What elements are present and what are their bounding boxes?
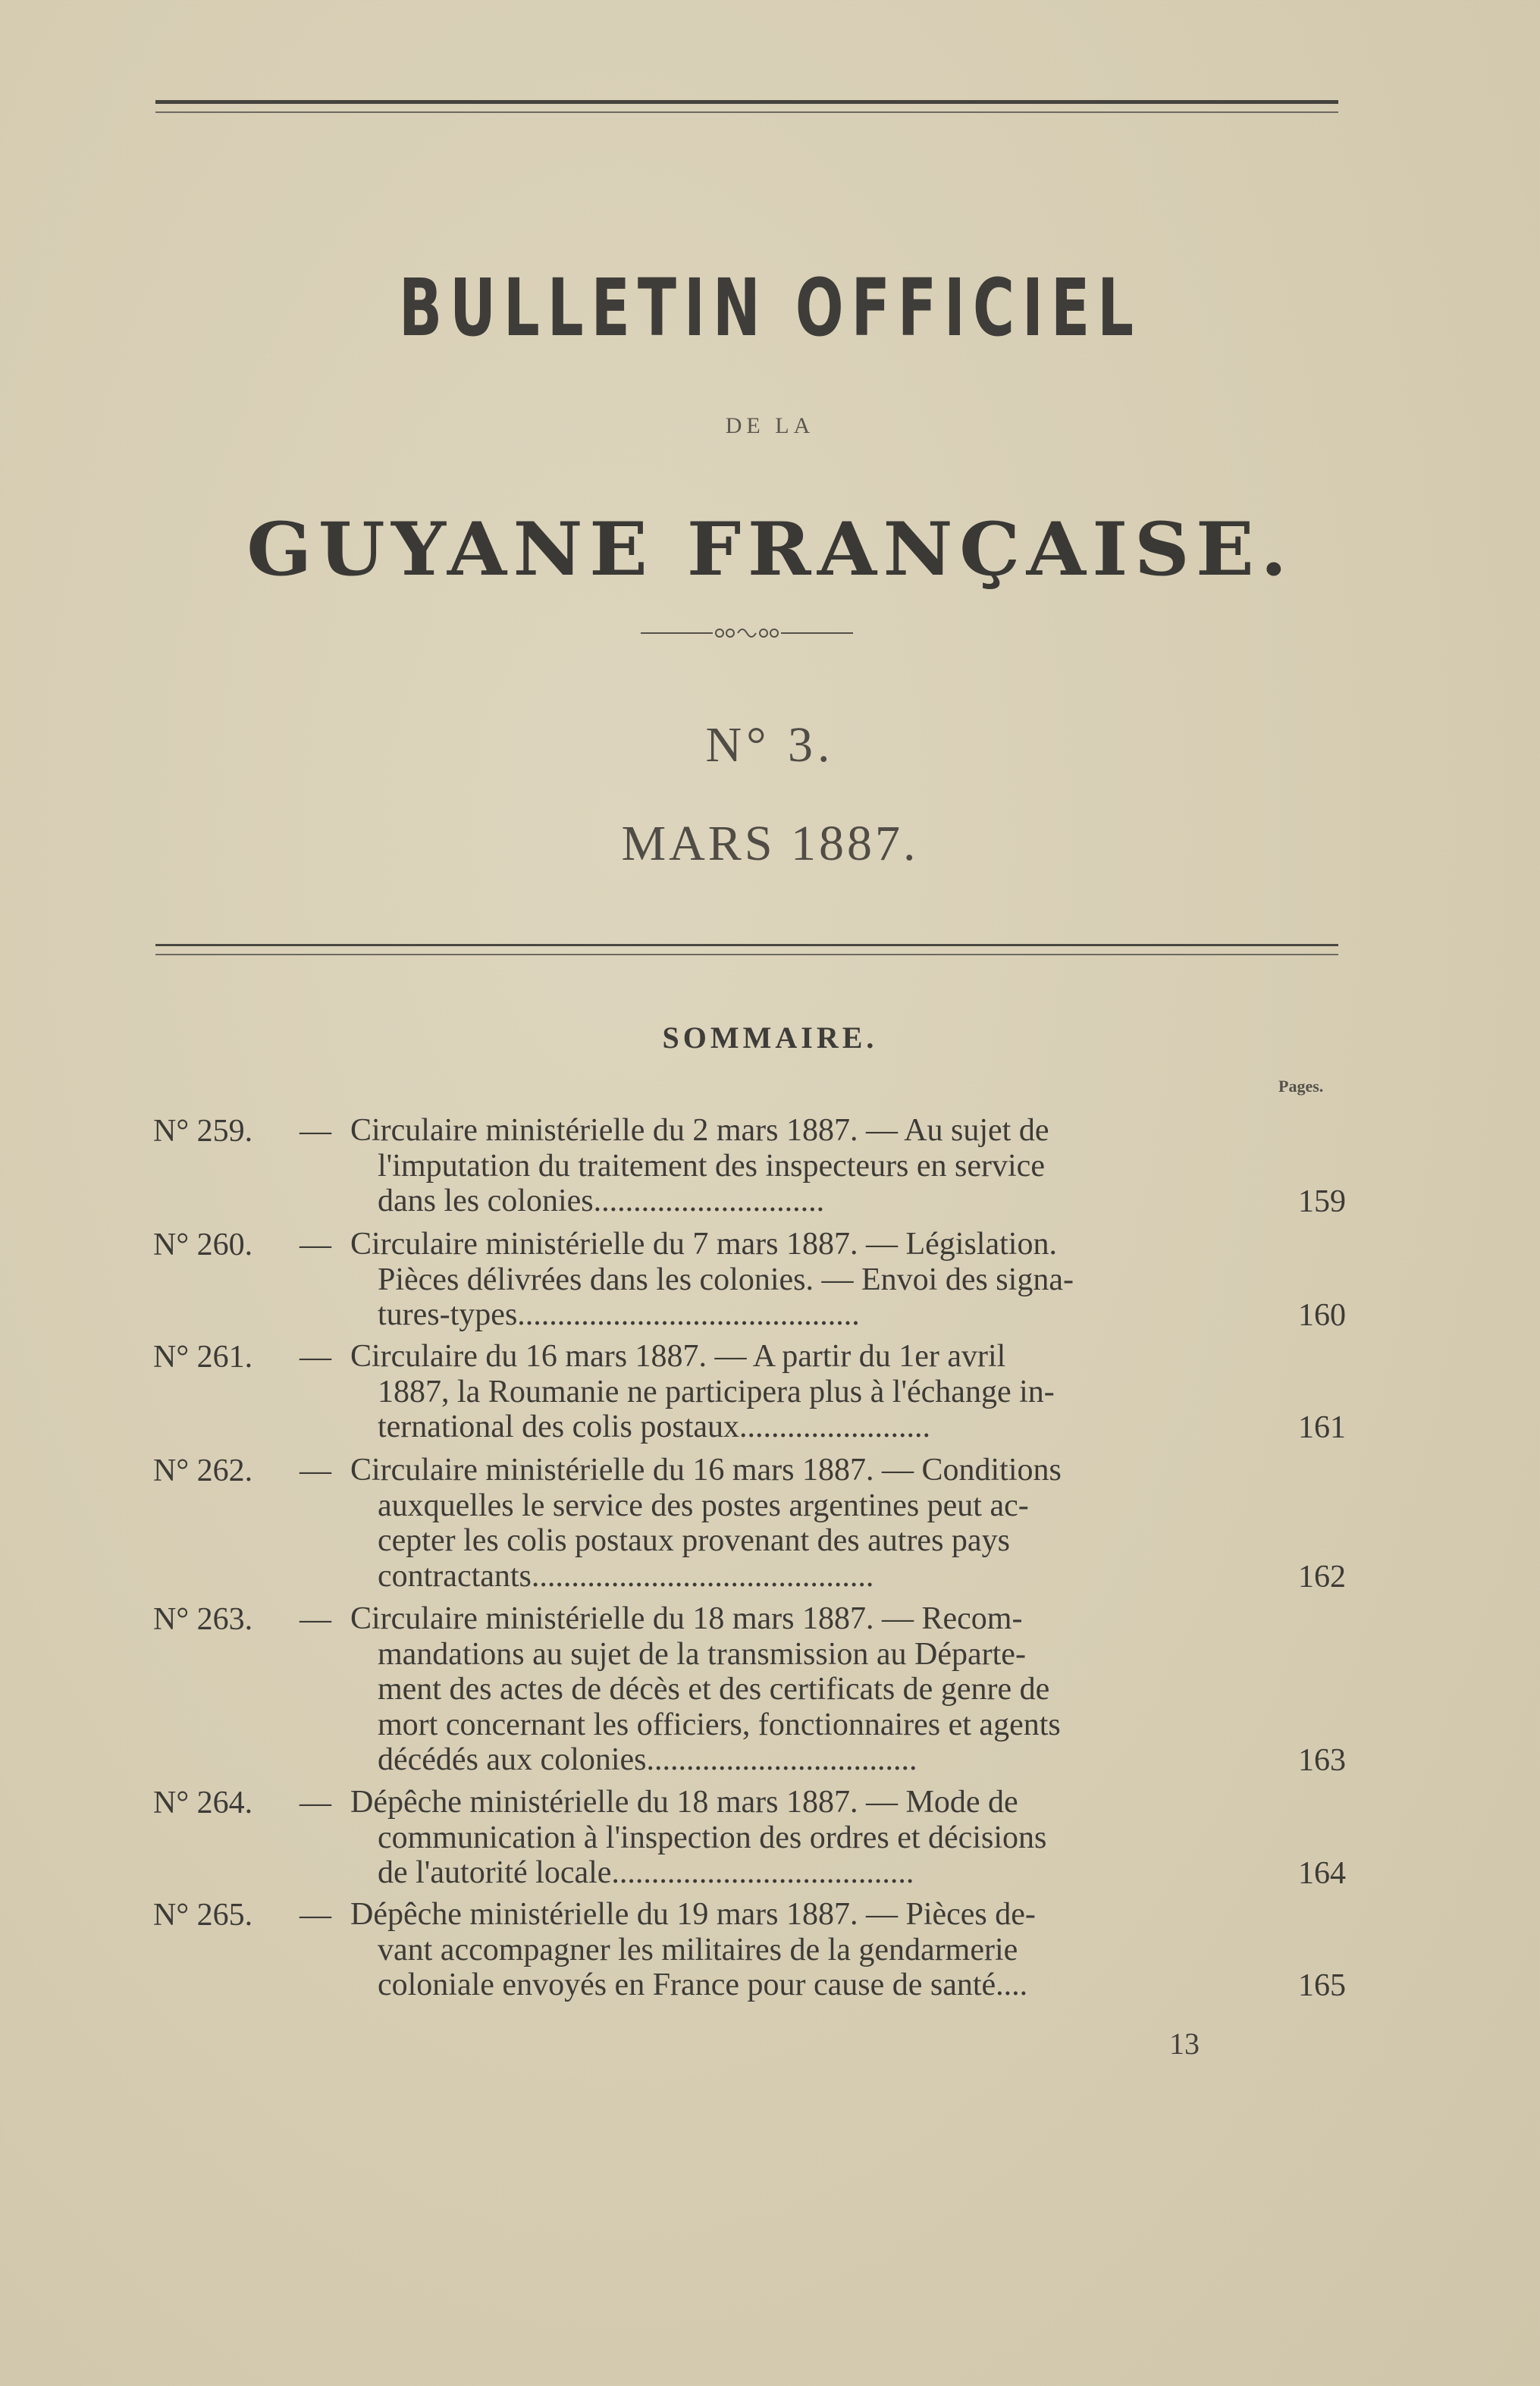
entry-number: N° 261. — [153, 1340, 253, 1375]
entry-line: Circulaire du 16 mars 1887. — A partir du 1er avril — [350, 1339, 1006, 1374]
entry-line: de l'autorité locale...................................... — [378, 1855, 914, 1890]
entry-line: Dépêche ministérielle du 18 mars 1887. — Mode de — [350, 1785, 1018, 1820]
entry-dash: — — [300, 1227, 331, 1262]
entry-line: communication à l'inspection des ordres et décisions — [378, 1820, 1047, 1855]
entry-page: 165 — [1298, 1968, 1346, 2003]
entry-dash: — — [300, 1114, 331, 1149]
entry-line: ment des actes de décès et des certificats de genre de — [378, 1672, 1050, 1707]
entry-line: Circulaire ministérielle du 16 mars 1887. — Conditions — [350, 1453, 1062, 1488]
entry-line: mandations au sujet de la transmission au Départe- — [378, 1636, 1026, 1672]
entry-line: ternational des colis postaux........................ — [378, 1409, 931, 1444]
entry-dash: — — [300, 1898, 331, 1933]
pages-column-label: Pages. — [1278, 1077, 1324, 1096]
entry-number: N° 260. — [153, 1227, 253, 1262]
entry-dash: — — [300, 1453, 331, 1488]
top-rule — [155, 100, 1338, 113]
entry-line: 1887, la Roumanie ne participera plus à l'échange in- — [378, 1374, 1055, 1409]
entry-line: coloniale envoyés en France pour cause de santé.... — [378, 1967, 1028, 2002]
entry-line: vant accompagner les militaires de la gendarmerie — [378, 1932, 1018, 1967]
colony-title: GUYANE FRANÇAISE. — [246, 506, 1294, 592]
entry-line: Pièces délivrées dans les colonies. — Envoi des signa- — [378, 1262, 1074, 1297]
entry-number: N° 263. — [153, 1602, 253, 1637]
bulletin-title: BULLETIN OFFICIEL — [399, 262, 1141, 354]
entry-line: contractants........................................... — [378, 1558, 874, 1594]
entry-page: 159 — [1298, 1184, 1346, 1219]
entry-number: N° 265. — [153, 1898, 253, 1933]
page-folio: 13 — [1169, 2027, 1200, 2061]
entry-dash: — — [300, 1602, 331, 1637]
issue-date: MARS 1887. — [621, 816, 919, 871]
entry-line: Circulaire ministérielle du 18 mars 1887. — Recom- — [350, 1601, 1023, 1636]
summary-heading: SOMMAIRE. — [662, 1021, 878, 1055]
entry-line: auxquelles le service des postes argentines peut ac- — [378, 1488, 1029, 1523]
entry-line: l'imputation du traitement des inspecteurs en service — [378, 1148, 1045, 1184]
entry-line: cepter les colis postaux provenant des autres pays — [378, 1523, 1010, 1558]
entry-line: Circulaire ministérielle du 2 mars 1887. — Au sujet de — [350, 1113, 1049, 1148]
entry-number: N° 262. — [153, 1453, 253, 1488]
entry-number: N° 259. — [153, 1114, 253, 1149]
de-la-label: DE LA — [725, 413, 815, 438]
entry-line: Dépêche ministérielle du 19 mars 1887. — Pièces de- — [350, 1897, 1036, 1932]
middle-rule — [155, 944, 1338, 955]
entry-page: 163 — [1298, 1743, 1346, 1778]
entry-line: décédés aux colonies.................................. — [378, 1742, 917, 1777]
entry-dash: — — [300, 1786, 331, 1820]
entry-page: 161 — [1298, 1410, 1346, 1445]
entry-page: 164 — [1298, 1856, 1346, 1891]
entry-number: N° 264. — [153, 1786, 253, 1820]
entry-line: dans les colonies............................. — [378, 1184, 825, 1218]
entry-page: 162 — [1298, 1559, 1346, 1594]
entry-line: mort concernant les officiers, fonctionnaires et agents — [378, 1707, 1061, 1742]
ornament-divider — [641, 622, 853, 644]
issue-number: N° 3. — [705, 717, 835, 773]
entry-line: tures-types........................................... — [378, 1297, 860, 1332]
entry-page: 160 — [1298, 1298, 1346, 1333]
entry-dash: — — [300, 1340, 331, 1375]
entry-line: Circulaire ministérielle du 7 mars 1887. — Législation. — [350, 1227, 1057, 1262]
